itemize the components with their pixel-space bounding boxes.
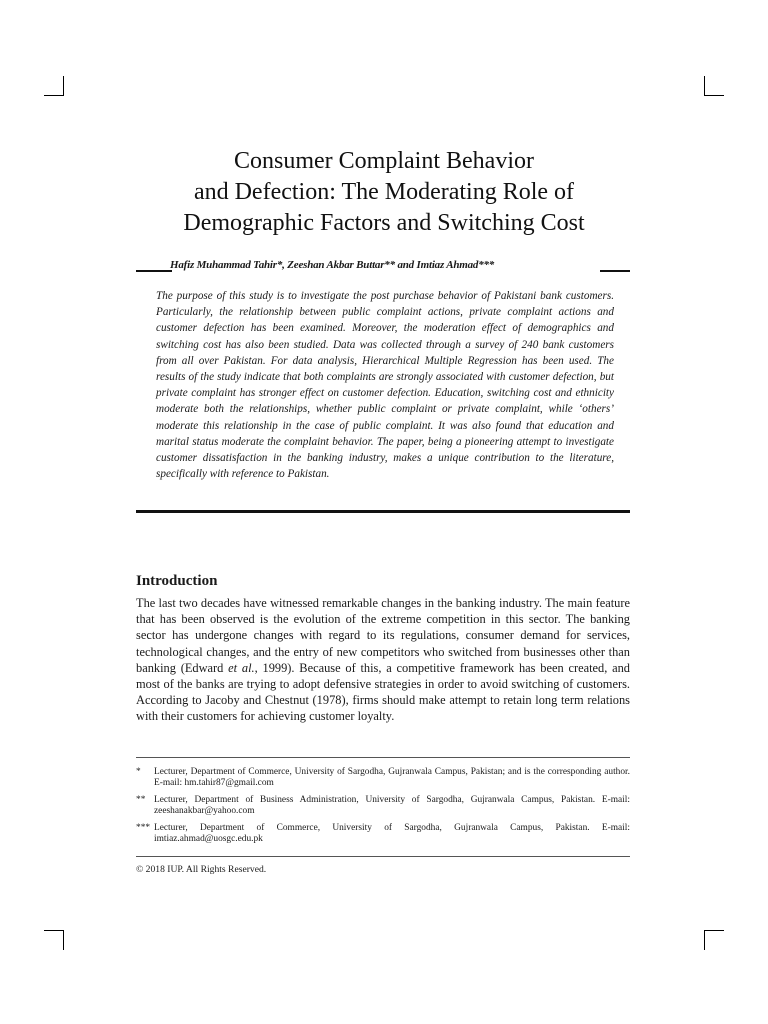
crop-mark-top-left [44,95,64,96]
title-line-2: and Defection: The Moderating Role of [193,179,575,205]
footnote-mark: *** [136,822,151,833]
author-rule-right [600,270,630,272]
footnote-divider [136,757,630,758]
footnote [136,795,630,818]
crop-mark-bottom-left [44,930,64,931]
footnote [136,767,630,790]
crop-mark-top-right [704,95,724,96]
intro-et-al: et al. [228,660,255,675]
footnote [136,823,630,846]
crop-mark-top-right [704,76,705,96]
footnote-mark: * [136,767,141,777]
footnote-mark: ** [136,794,146,805]
crop-mark-top-left [63,76,64,96]
crop-mark-bottom-left [63,930,64,950]
intro-text-part-2: , 1999). Because of this, a competitive framework has been created, and most of the banks are trying to adopt defensive strategies in order to avoid switching of customers. According to Jacoby and Chestnut (1978), firms should make attempt to retain long term relations with their customers for achieving customer loyalty. [136,660,630,724]
introduction-paragraph [136,595,630,725]
footnote-text: Lecturer, Department of Business Administration, University of Sargodha, Gujranwala Campus, Pakistan. E-mail: zeeshanakbar@yahoo.com [154,794,630,817]
intro-text-part-1: The last two decades have witnessed remarkable changes in the banking industry. The main feature that has been observed is the evolution of the extreme competition in this sector. The banking sector has undergone changes with regard to its regulations, consumer demand for services, technological changes, and the entry of new competitors who switched from businesses other than banking (Edward [136,596,630,675]
footnote-text: Lecturer, Department of Commerce, University of Sargodha, Gujranwala Campus, Pakistan. E-mail: imtiaz.ahmad@uosgc.edu.pk [154,822,630,845]
section-heading: Introduction [136,573,218,589]
copyright-notice: © 2018 IUP. All Rights Reserved. [136,864,267,875]
crop-mark-bottom-right [704,930,705,950]
author-rule-left [136,270,172,272]
footnotes [136,767,630,850]
copyright-divider [136,856,630,857]
paper-title [100,146,668,239]
author-line [136,258,630,278]
crop-mark-bottom-right [704,930,724,931]
abstract: The purpose of this study is to investigate the post purchase behavior of Pakistani bank customers. Particularly, the relationship between public complaint actions, private complaint actions and customer defection has been examined. Moreover, the moderation effect of demographics and switching cost has also been studied. Data was collected through a survey of 240 bank customers from all over Pakistan. For data analysis, Hierarchical Multiple Regression has been used. The results of the study indicate that both complaints are strongly associated with customer defection, but private complaint has stronger effect on customer defection. Education, switching cost and ethnicity moderate both the relationships, whether public complaint or private complaint, while ‘others’ moderate this relationship in the case of public complaint. It was also found that education and marital status moderate the complaint behavior. The paper, being a pioneering attempt to investigate customer dissatisfaction in the banking industry, makes a unique contribution to the literature, specifically with reference to Pakistan. [156,290,614,481]
abstract-divider [136,510,630,513]
title-line-1: Consumer Complaint Behavior [234,148,534,174]
footnote-text: Lecturer, Department of Commerce, University of Sargodha, Gujranwala Campus, Pakistan; and is the corresponding author. E-mail: hm.tahir87@gmail.com [154,767,630,789]
authors: Hafiz Muhammad Tahir*, Zeeshan Akbar Buttar** and Imtiaz Ahmad*** [170,259,495,271]
title-line-3: Demographic Factors and Switching Cost [183,210,585,236]
